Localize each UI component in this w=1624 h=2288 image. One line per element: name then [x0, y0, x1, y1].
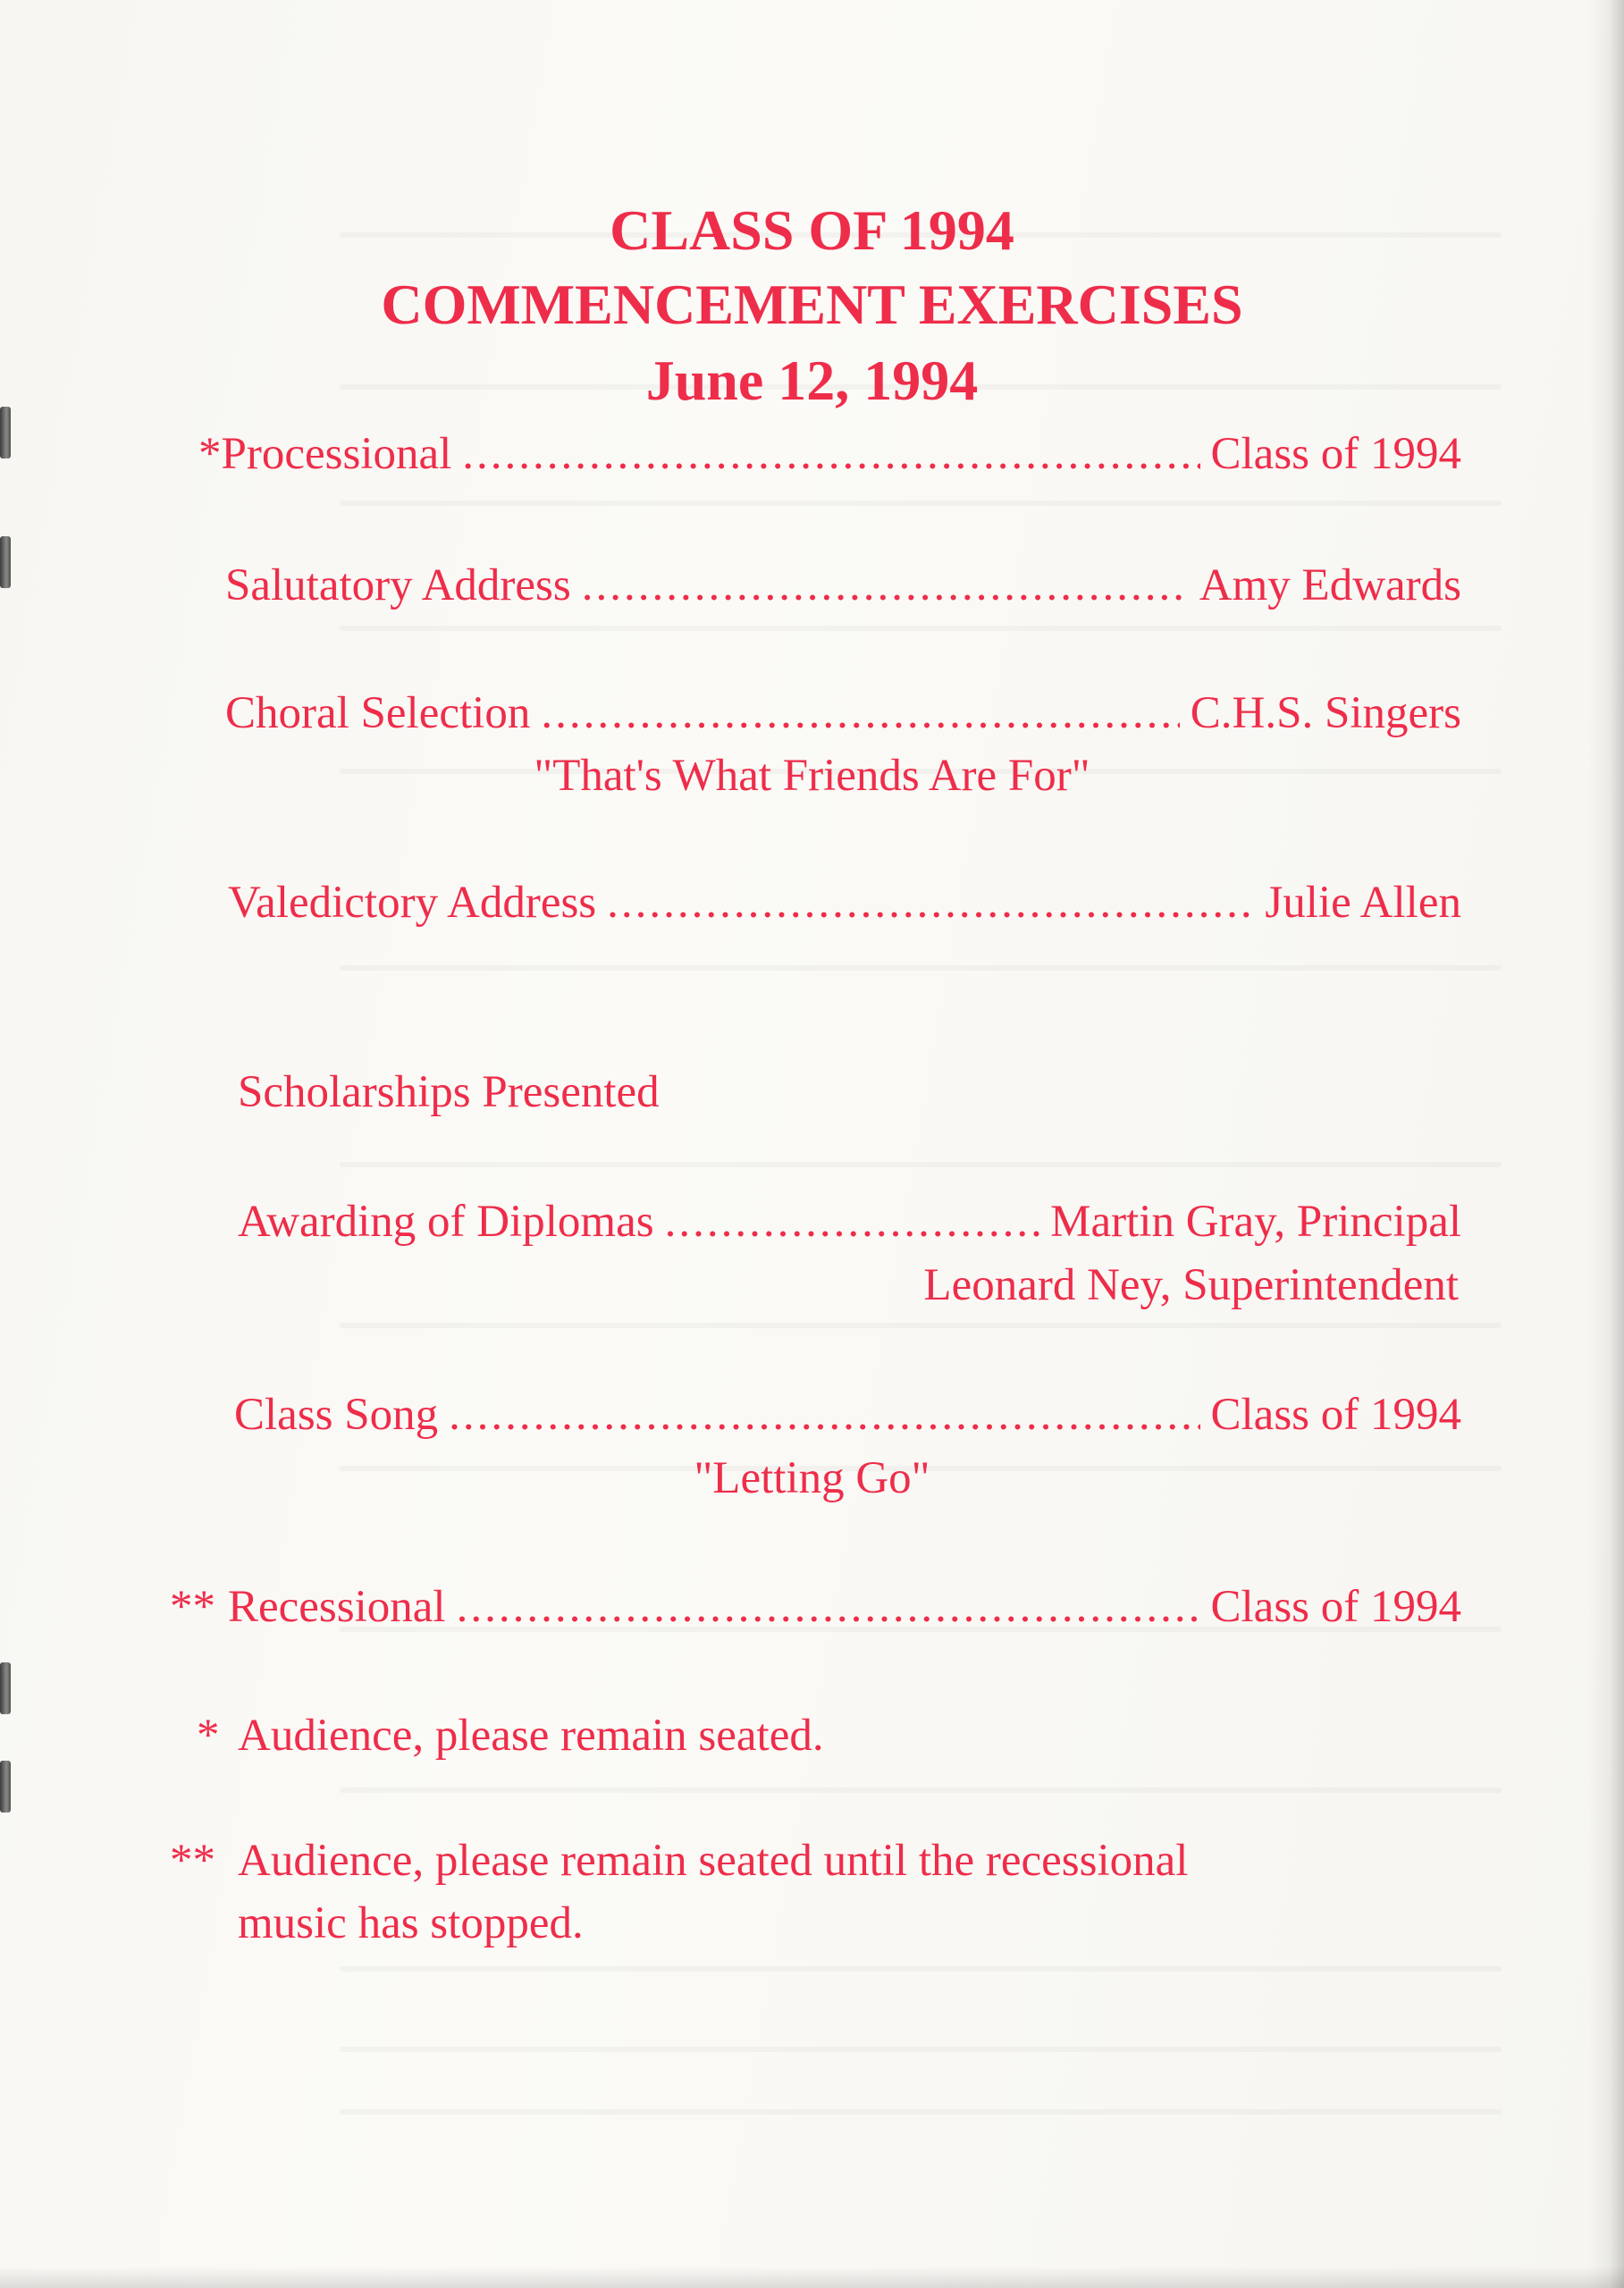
note-double-asterisk-line1: Audience, please remain seated until the recessional — [238, 1836, 1189, 1886]
dot-leader — [457, 1580, 1200, 1634]
dot-leader — [582, 559, 1189, 612]
page-edge-shadow — [1588, 0, 1624, 2288]
item-performer: Amy Edwards — [1199, 560, 1461, 610]
item-label: Recessional — [228, 1582, 446, 1632]
item-label: Choral Selection — [225, 688, 531, 738]
bleed-through-line — [340, 1323, 1502, 1328]
program-item-choral — [225, 686, 1461, 740]
item-label: *Processional — [198, 429, 452, 479]
dot-leader — [541, 686, 1179, 740]
note-double-asterisk-line2: music has stopped. — [238, 1898, 584, 1948]
dot-leader — [665, 1195, 1040, 1249]
title-class: CLASS OF 1994 — [610, 198, 1014, 262]
item-performer: Julie Allen — [1265, 878, 1461, 928]
item-performer: Class of 1994 — [1210, 1390, 1461, 1440]
note-double-asterisk-marker: ** — [170, 1836, 215, 1886]
bleed-through-line — [340, 965, 1502, 971]
dot-leader — [462, 427, 1199, 481]
item-performer: Martin Gray, Principal — [1050, 1197, 1461, 1247]
item-label: Class Song — [234, 1390, 439, 1440]
bleed-through-line — [340, 1162, 1502, 1167]
program-item-diplomas — [238, 1195, 1461, 1249]
bleed-through-line — [340, 500, 1502, 506]
class-song-title: "Letting Go" — [694, 1453, 930, 1503]
bleed-through-line — [340, 1966, 1502, 1972]
note-single-asterisk-text: Audience, please remain seated. — [238, 1711, 824, 1761]
title-commencement: COMMENCEMENT EXERCISES — [381, 273, 1243, 336]
title-date: June 12, 1994 — [645, 349, 979, 412]
staple-top-lower — [0, 536, 11, 588]
bleed-through-line — [340, 1788, 1502, 1793]
program-item-processional — [198, 427, 1461, 481]
item-label: Salutatory Address — [225, 560, 571, 610]
staple-bottom-lower — [0, 1761, 11, 1813]
item-performer: Class of 1994 — [1210, 429, 1461, 479]
bleed-through-line — [340, 626, 1502, 631]
dot-leader — [449, 1388, 1199, 1442]
program-item-valedictory — [228, 876, 1461, 930]
bleed-through-line — [340, 2047, 1502, 2052]
item-marker: ** — [170, 1582, 215, 1632]
page-bottom-shadow — [0, 2267, 1624, 2288]
bleed-through-line — [340, 2109, 1502, 2115]
item-label: Valedictory Address — [228, 878, 597, 928]
note-single-asterisk-marker: * — [197, 1711, 220, 1761]
choral-song-title: "That's What Friends Are For" — [534, 751, 1090, 801]
staple-top — [0, 407, 11, 458]
staple-bottom — [0, 1662, 11, 1714]
item-performer: Class of 1994 — [1210, 1582, 1461, 1632]
item-label: Awarding of Diplomas — [238, 1197, 654, 1247]
program-item-class-song — [234, 1388, 1461, 1442]
diplomas-second-presenter: Leonard Ney, Superintendent — [923, 1260, 1459, 1310]
program-item-recessional — [170, 1580, 1461, 1634]
dot-leader — [607, 876, 1254, 930]
item-performer: C.H.S. Singers — [1190, 688, 1461, 738]
program-item-salutatory — [225, 559, 1461, 612]
program-item-scholarships: Scholarships Presented — [238, 1067, 660, 1117]
